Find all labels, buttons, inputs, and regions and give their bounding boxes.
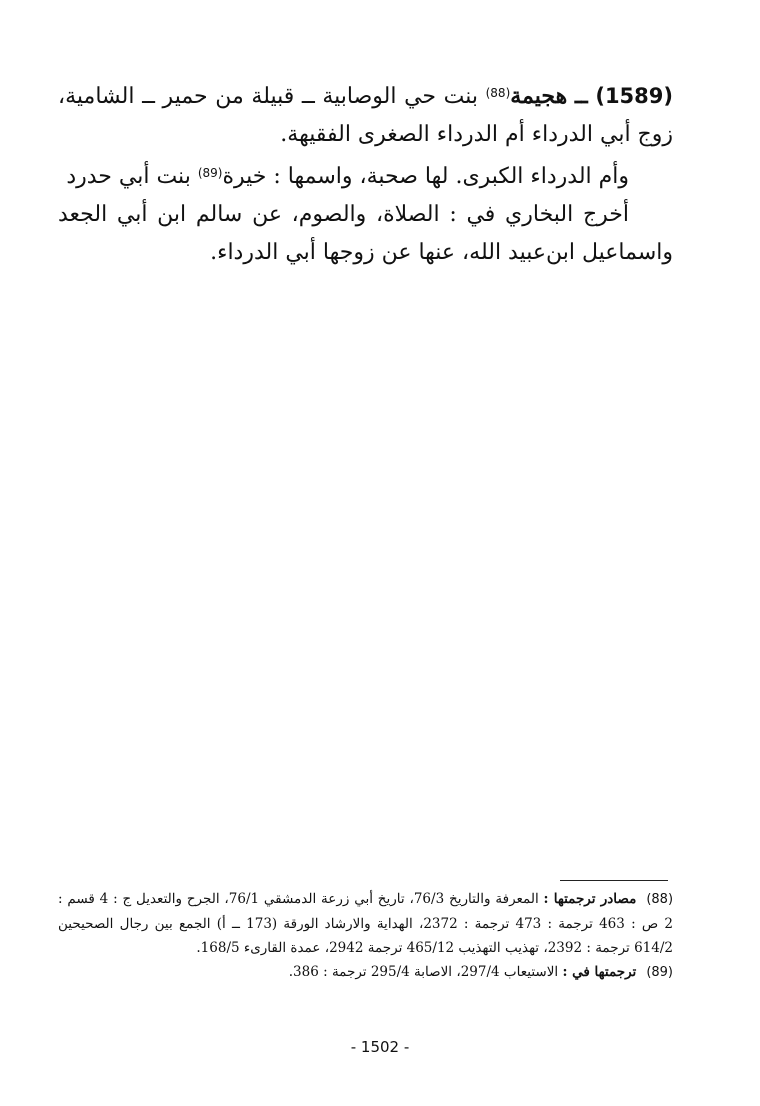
entry-paragraph-1 [58, 74, 673, 154]
footnote-label: مصادر ترجمتها : [543, 891, 637, 907]
footnotes [58, 887, 673, 985]
page-number: - 1502 - [350, 1038, 410, 1056]
footnote-89 [58, 960, 673, 985]
entry-para3-text: أخرج البخاري في : الصلاة، والصوم، عن سالم ابن أبي الجعد واسماعيل ابن‌عبيد الله، عنها عن زوجها أبي الدرداء. [58, 202, 673, 265]
footnote-ref-88: (88) [485, 86, 511, 100]
footnote-text: المعرفة والتاريخ 76/3، تاريخ أبي زرعة الدمشقي 76/1، الجرح والتعديل ج : 4 قسم : 2 ص : 463 ترجمة : 473 ترجمة : 2372، الهداية والارشاد الورقة (173 ــ أ) الجمع بين رجال الصحيحين 614/2 ترجمة : 2392، تهذيب التهذيب 465/12 ترجمة 2942، عمدة القارىء 168/5. [58, 891, 673, 956]
footnote-88 [58, 887, 673, 960]
footnote-label: ترجمتها في : [562, 964, 637, 980]
entry-number: (1589) [595, 84, 673, 108]
entry-paragraph-2 [58, 154, 673, 196]
footnote-number: (88) [646, 892, 674, 907]
footnote-separator [560, 880, 668, 881]
footnote-text: الاستيعاب 297/4، الاصابة 295/4 ترجمة : 386. [288, 964, 563, 980]
footnote-number: (89) [646, 965, 673, 980]
footnote-ref-89: (89) [197, 166, 223, 180]
entry-name: هجيمة [510, 83, 568, 109]
entry-paragraph-3 [58, 196, 673, 272]
entry-para2-rest: بنت أبي حدرد [66, 164, 198, 189]
main-text [58, 74, 673, 272]
entry-para2-text: وأم الدرداء الكبرى. لها صحبة، واسمها : خيرة [222, 164, 629, 189]
entry-line1-rest: بنت حي الوصابية ــ قبيلة من حمير ــ الشامية، زوج أبي الدرداء أم الدرداء الصغرى الفقيهة. [58, 84, 673, 147]
entry-dash: ــ [574, 83, 588, 109]
